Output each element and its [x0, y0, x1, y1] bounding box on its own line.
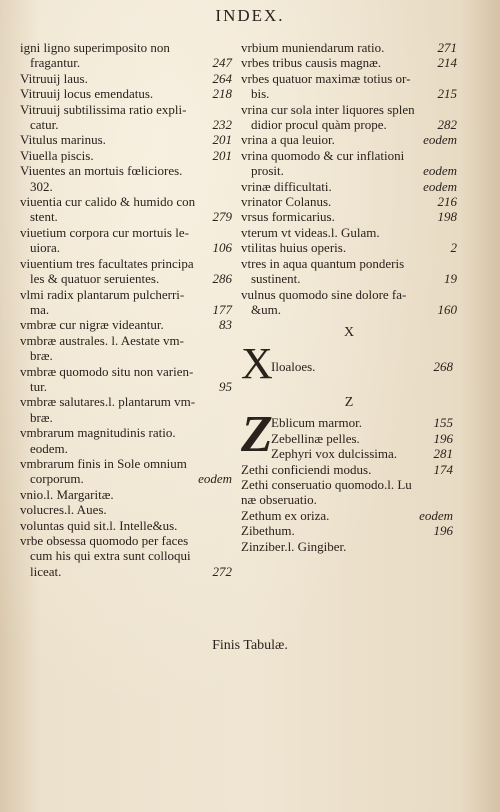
right-index-column [241, 40, 457, 554]
index-entry [241, 477, 457, 492]
index-entry [20, 40, 232, 71]
entry-page: eodem [423, 132, 457, 148]
entry-line: stent. [30, 209, 58, 225]
entry-page: 19 [444, 271, 457, 287]
entry-line: Vitulus marinus. [20, 132, 106, 148]
index-entry [241, 40, 457, 55]
entry-line: vlmi radix plantarum pulcherri- [20, 286, 185, 302]
entry-page: 214 [437, 55, 457, 71]
entry-line: vmbrarum magnitudinis ratio. [20, 425, 176, 441]
entry-page: 201 [212, 147, 232, 163]
entry-page: 218 [212, 86, 232, 102]
entry-line: fragantur. [30, 55, 81, 71]
entry-line: bræ. [30, 409, 53, 425]
entry-text: Eblicum marmor. [271, 415, 362, 431]
index-entry [20, 317, 232, 332]
entry-line: vtilitas huius operis. [241, 240, 347, 256]
entry-line: vrsus formicarius. [241, 209, 335, 225]
index-entry [241, 539, 457, 554]
entry-page: 247 [212, 55, 232, 71]
decorated-initial-z: Z [241, 406, 273, 464]
entry-page: 279 [212, 209, 232, 225]
entry-line: vrbe obsessa quomodo per faces [20, 533, 189, 548]
entry-text: Zebellinæ pelles. [271, 430, 360, 446]
entry-line: vterum vt videas.l. Gulam. [241, 224, 380, 240]
entry-line: les & quatuor seruientes. [30, 271, 160, 287]
index-entry [20, 194, 232, 225]
page-header: INDEX. [215, 6, 285, 25]
entry-line: vmbræ australes. l. Aestate vm- [20, 332, 184, 348]
entry-line: vrina quomodo & cur inflationi [241, 147, 405, 163]
entry-text: næ obseruatio. [241, 492, 317, 508]
entry-page: 215 [437, 86, 457, 102]
entry-page: eodem [419, 507, 453, 523]
section-letter-z: Z [344, 395, 354, 411]
entry-line: vtres in aqua quantum ponderis [241, 255, 405, 271]
entry-page: 160 [437, 301, 457, 317]
entry-page: 174 [433, 461, 453, 477]
entry-page: 272 [212, 563, 232, 579]
entry-text: Zibethum. [241, 523, 295, 539]
entry-page: 232 [212, 117, 232, 133]
entry-page: 155 [433, 415, 453, 431]
entry-line: Viuella piscis. [20, 147, 94, 163]
entry-page: 196 [433, 430, 453, 446]
entry-line: viuentia cur calido & humido con [20, 194, 196, 210]
entry-page: eodem [423, 178, 457, 194]
index-entry [241, 209, 457, 224]
entry-page: eodem [198, 471, 232, 487]
index-entry [241, 462, 457, 477]
section-x-entry [241, 339, 457, 389]
entry-page: 83 [219, 317, 232, 333]
entry-line: vmbrarum finis in Sole omnium [20, 455, 187, 471]
entry-line: vmbræ quomodo situ non varien- [20, 363, 194, 379]
entry-page: 282 [437, 117, 457, 133]
entry-line: eodem. [30, 440, 68, 456]
entry-page: 286 [212, 271, 232, 287]
entry-text: Iloaloes. [271, 359, 316, 375]
entry-page: 2 [450, 240, 457, 256]
entry-line: Vitruuij locus emendatus. [20, 86, 154, 102]
entry-line: vrina cur sola inter liquores splen [241, 101, 415, 117]
index-entry [241, 55, 457, 70]
entry-line: vnio.l. Margaritæ. [20, 486, 114, 502]
index-entry [20, 256, 232, 287]
entry-text: Zethi conficiendi modus. [241, 461, 372, 477]
index-entry [20, 86, 232, 101]
right-entries [241, 40, 457, 317]
index-entry [241, 132, 457, 147]
index-entry [20, 425, 232, 456]
index-entry [241, 492, 457, 507]
index-entry [241, 415, 457, 430]
entry-line: vulnus quomodo sine dolore fa- [241, 286, 407, 302]
index-entry [20, 132, 232, 147]
index-entry [20, 102, 232, 133]
index-entry [241, 256, 457, 287]
index-entry [20, 333, 232, 364]
entry-line: Viuentes an mortuis fœliciores. [20, 163, 183, 179]
entry-line: viuetium corpora cur mortuis le- [20, 224, 189, 240]
entry-page: 95 [219, 378, 232, 394]
entry-line: Vitruuij laus. [20, 70, 88, 86]
entry-page: 216 [437, 194, 457, 210]
index-entry [20, 518, 232, 533]
index-entry [241, 523, 457, 538]
entry-line: vmbræ salutares.l. plantarum vm- [20, 394, 196, 410]
index-entry [241, 508, 457, 523]
entry-line: tur. [30, 378, 47, 394]
entry-page: 264 [212, 70, 232, 86]
index-entry [20, 225, 232, 256]
entry-line: vrbes quatuor maximæ totius or- [241, 70, 411, 86]
index-entry [20, 487, 232, 502]
entry-page: 198 [437, 209, 457, 225]
entry-line: vrinæ difficultati. [241, 178, 332, 194]
entry-line: 302. [30, 178, 53, 194]
entry-line: vrbes tribus causis magnæ. [241, 55, 382, 71]
index-entry [20, 502, 232, 517]
entry-text: Zethi conseruatio quomodo.l. Lu [241, 476, 412, 492]
entry-line: vrina a qua leuior. [241, 132, 335, 148]
entry-page: 281 [433, 446, 453, 462]
entry-line: corporum. [30, 471, 84, 487]
entry-line: vmbræ cur nigræ videantur. [20, 317, 164, 333]
entry-page: 271 [437, 40, 457, 55]
entry-line: bis. [251, 86, 270, 102]
index-entry [20, 394, 232, 425]
entry-page: 177 [212, 301, 232, 317]
section-letter-x: X [343, 325, 355, 341]
entry-text: Zethum ex oriza. [241, 507, 330, 523]
entry-line: volucres.l. Aues. [20, 502, 107, 518]
index-entry [241, 431, 457, 446]
index-entry [241, 225, 457, 240]
entry-line: catur. [30, 117, 59, 133]
index-entry [241, 194, 457, 209]
entry-line: sustinent. [251, 271, 301, 287]
entry-line: vrbium muniendarum ratio. [241, 40, 385, 55]
index-entry [241, 446, 457, 461]
entry-page: 268 [433, 359, 453, 375]
entry-page: 201 [212, 132, 232, 148]
entry-line: &um. [251, 301, 281, 317]
entry-line: prosit. [251, 163, 284, 179]
entry-line: igni ligno superimposito non [20, 40, 170, 55]
index-entry [20, 533, 232, 579]
entry-line: viuentium tres facultates principa [20, 255, 194, 271]
decorated-initial-x: X [241, 339, 273, 389]
entry-text: Zephyri vox dulcissima. [271, 446, 398, 462]
entry-line: uiora. [30, 240, 60, 256]
entry-line: vrinator Colanus. [241, 194, 332, 210]
index-entry [241, 179, 457, 194]
index-entry [20, 163, 232, 194]
index-entry [241, 240, 457, 255]
entry-line: didior procul quàm prope. [251, 117, 387, 133]
entry-line: cum his qui extra sunt colloqui [30, 548, 191, 564]
index-entry [241, 148, 457, 179]
entry-line: Vitruuij subtilissima ratio expli- [20, 101, 187, 117]
entry-page: 196 [433, 523, 453, 539]
index-entry [20, 71, 232, 86]
entry-line: ma. [30, 301, 50, 317]
section-z-entries [241, 406, 457, 554]
page-footer: Finis Tabulæ. [212, 638, 288, 653]
entry-page: eodem [423, 163, 457, 179]
entry-page: 106 [212, 240, 232, 256]
index-entry [20, 364, 232, 395]
entry-line: bræ. [30, 348, 53, 364]
index-entry [20, 456, 232, 487]
left-index-column [20, 40, 232, 579]
index-entry [241, 287, 457, 318]
entry-line: liceat. [30, 563, 62, 579]
index-entry [241, 71, 457, 102]
entry-line: voluntas quid sit.l. Intelle&us. [20, 517, 178, 533]
index-entry [20, 148, 232, 163]
index-entry [20, 287, 232, 318]
entry-text: Zinziber.l. Gingiber. [241, 538, 347, 554]
index-entry [241, 102, 457, 133]
